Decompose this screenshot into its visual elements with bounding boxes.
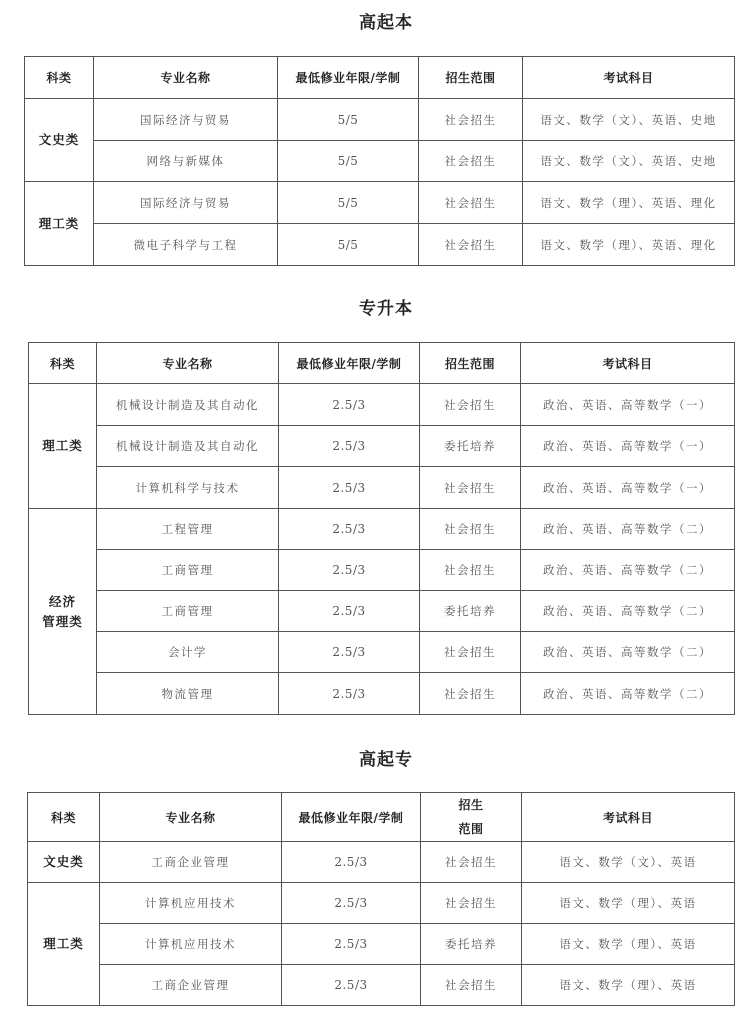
scope-cell: 社会招生 bbox=[420, 467, 521, 509]
header-category: 科类 bbox=[29, 343, 97, 384]
scope-cell: 社会招生 bbox=[419, 99, 523, 141]
header-scope bbox=[421, 793, 522, 842]
subjects-cell: 政治、英语、高等数学（二） bbox=[521, 632, 735, 673]
section-title-gaoqizhuan: 高起专 bbox=[359, 750, 413, 770]
subjects-cell: 语文、数学（理）、英语 bbox=[522, 924, 735, 965]
duration-cell: 2.5/3 bbox=[279, 632, 420, 673]
category-cell: 文史类 bbox=[25, 99, 94, 182]
duration-cell: 2.5/3 bbox=[279, 550, 420, 591]
table-row bbox=[25, 141, 735, 182]
table-row bbox=[25, 224, 735, 266]
major-cell: 计算机应用技术 bbox=[100, 883, 282, 924]
duration-cell: 2.5/3 bbox=[279, 467, 420, 509]
section-title-gaoqiben: 高起本 bbox=[359, 13, 413, 33]
major-cell: 机械设计制造及其自动化 bbox=[97, 426, 279, 467]
duration-cell: 2.5/3 bbox=[279, 509, 420, 550]
subjects-cell: 语文、数学（文）、英语、史地 bbox=[523, 99, 735, 141]
duration-cell: 2.5/3 bbox=[279, 384, 420, 426]
duration-cell: 2.5/3 bbox=[282, 924, 421, 965]
header-scope-line-1: 招生 bbox=[458, 798, 484, 812]
duration-cell: 2.5/3 bbox=[279, 591, 420, 632]
category-cell: 理工类 bbox=[29, 384, 97, 509]
subjects-cell: 政治、英语、高等数学（二） bbox=[521, 673, 735, 715]
header-major: 专业名称 bbox=[97, 343, 279, 384]
scope-cell: 委托培养 bbox=[420, 426, 521, 467]
scope-cell: 委托培养 bbox=[421, 924, 522, 965]
category-cell: 理工类 bbox=[28, 883, 100, 1006]
header-category: 科类 bbox=[25, 57, 94, 99]
subjects-cell: 语文、数学（文）、英语 bbox=[522, 842, 735, 883]
major-cell: 会计学 bbox=[97, 632, 279, 673]
major-cell: 国际经济与贸易 bbox=[94, 182, 278, 224]
table-gaoqizhuan bbox=[27, 792, 735, 1006]
subjects-cell: 政治、英语、高等数学（一） bbox=[521, 467, 735, 509]
table-row bbox=[25, 182, 735, 224]
table-row bbox=[29, 550, 735, 591]
scope-cell: 社会招生 bbox=[420, 384, 521, 426]
scope-cell: 委托培养 bbox=[420, 591, 521, 632]
category-cell bbox=[29, 509, 97, 715]
scope-cell: 社会招生 bbox=[419, 182, 523, 224]
table-row bbox=[28, 965, 735, 1006]
scope-cell: 社会招生 bbox=[420, 509, 521, 550]
scope-cell: 社会招生 bbox=[420, 550, 521, 591]
subjects-cell: 政治、英语、高等数学（二） bbox=[521, 591, 735, 632]
subjects-cell: 政治、英语、高等数学（二） bbox=[521, 550, 735, 591]
category-cell: 文史类 bbox=[28, 842, 100, 883]
major-cell: 工商企业管理 bbox=[100, 842, 282, 883]
header-subjects: 考试科目 bbox=[523, 57, 735, 99]
table-row bbox=[28, 883, 735, 924]
header-scope: 招生范围 bbox=[419, 57, 523, 99]
table-row bbox=[28, 842, 735, 883]
major-cell: 工商企业管理 bbox=[100, 965, 282, 1006]
major-cell: 计算机科学与技术 bbox=[97, 467, 279, 509]
header-subjects: 考试科目 bbox=[521, 343, 735, 384]
header-duration: 最低修业年限/学制 bbox=[278, 57, 419, 99]
duration-cell: 5/5 bbox=[278, 224, 419, 266]
duration-cell: 2.5/3 bbox=[279, 673, 420, 715]
header-subjects: 考试科目 bbox=[522, 793, 735, 842]
header-duration: 最低修业年限/学制 bbox=[279, 343, 420, 384]
header-major: 专业名称 bbox=[94, 57, 278, 99]
table-gaoqiben bbox=[24, 56, 735, 266]
duration-cell: 2.5/3 bbox=[282, 883, 421, 924]
subjects-cell: 语文、数学（理）、英语 bbox=[522, 965, 735, 1006]
duration-cell: 2.5/3 bbox=[282, 965, 421, 1006]
major-cell: 工程管理 bbox=[97, 509, 279, 550]
major-cell: 机械设计制造及其自动化 bbox=[97, 384, 279, 426]
category-line-1: 经济 bbox=[48, 593, 76, 609]
table-row bbox=[29, 509, 735, 550]
table-zhuanshengben bbox=[28, 342, 735, 715]
major-cell: 物流管理 bbox=[97, 673, 279, 715]
header-major: 专业名称 bbox=[100, 793, 282, 842]
subjects-cell: 政治、英语、高等数学（一） bbox=[521, 384, 735, 426]
table-header-row bbox=[25, 57, 735, 99]
scope-cell: 社会招生 bbox=[420, 632, 521, 673]
scope-cell: 社会招生 bbox=[421, 883, 522, 924]
section-title-zhuanshengben: 专升本 bbox=[359, 299, 413, 319]
scope-cell: 社会招生 bbox=[421, 842, 522, 883]
subjects-cell: 语文、数学（理）、英语、理化 bbox=[523, 182, 735, 224]
header-category: 科类 bbox=[28, 793, 100, 842]
subjects-cell: 政治、英语、高等数学（一） bbox=[521, 426, 735, 467]
scope-cell: 社会招生 bbox=[421, 965, 522, 1006]
subjects-cell: 语文、数学（理）、英语、理化 bbox=[523, 224, 735, 266]
major-cell: 国际经济与贸易 bbox=[94, 99, 278, 141]
scope-cell: 社会招生 bbox=[419, 141, 523, 182]
duration-cell: 2.5/3 bbox=[282, 842, 421, 883]
major-cell: 工商管理 bbox=[97, 550, 279, 591]
table-row bbox=[29, 384, 735, 426]
table-row bbox=[28, 924, 735, 965]
table-row bbox=[29, 673, 735, 715]
subjects-cell: 语文、数学（文）、英语、史地 bbox=[523, 141, 735, 182]
duration-cell: 5/5 bbox=[278, 141, 419, 182]
duration-cell: 5/5 bbox=[278, 182, 419, 224]
category-cell: 理工类 bbox=[25, 182, 94, 266]
header-duration: 最低修业年限/学制 bbox=[282, 793, 421, 842]
table-row bbox=[29, 426, 735, 467]
duration-cell: 5/5 bbox=[278, 99, 419, 141]
major-cell: 计算机应用技术 bbox=[100, 924, 282, 965]
subjects-cell: 语文、数学（理）、英语 bbox=[522, 883, 735, 924]
table-row bbox=[25, 99, 735, 141]
table-row bbox=[29, 591, 735, 632]
major-cell: 微电子科学与工程 bbox=[94, 224, 278, 266]
table-header-row bbox=[28, 793, 735, 842]
table-row bbox=[29, 632, 735, 673]
table-header-row bbox=[29, 343, 735, 384]
header-scope-line-2: 范围 bbox=[458, 822, 484, 836]
scope-cell: 社会招生 bbox=[419, 224, 523, 266]
duration-cell: 2.5/3 bbox=[279, 426, 420, 467]
category-line-2: 管理类 bbox=[42, 613, 83, 629]
major-cell: 工商管理 bbox=[97, 591, 279, 632]
header-scope: 招生范围 bbox=[420, 343, 521, 384]
major-cell: 网络与新媒体 bbox=[94, 141, 278, 182]
table-row bbox=[29, 467, 735, 509]
scope-cell: 社会招生 bbox=[420, 673, 521, 715]
subjects-cell: 政治、英语、高等数学（二） bbox=[521, 509, 735, 550]
